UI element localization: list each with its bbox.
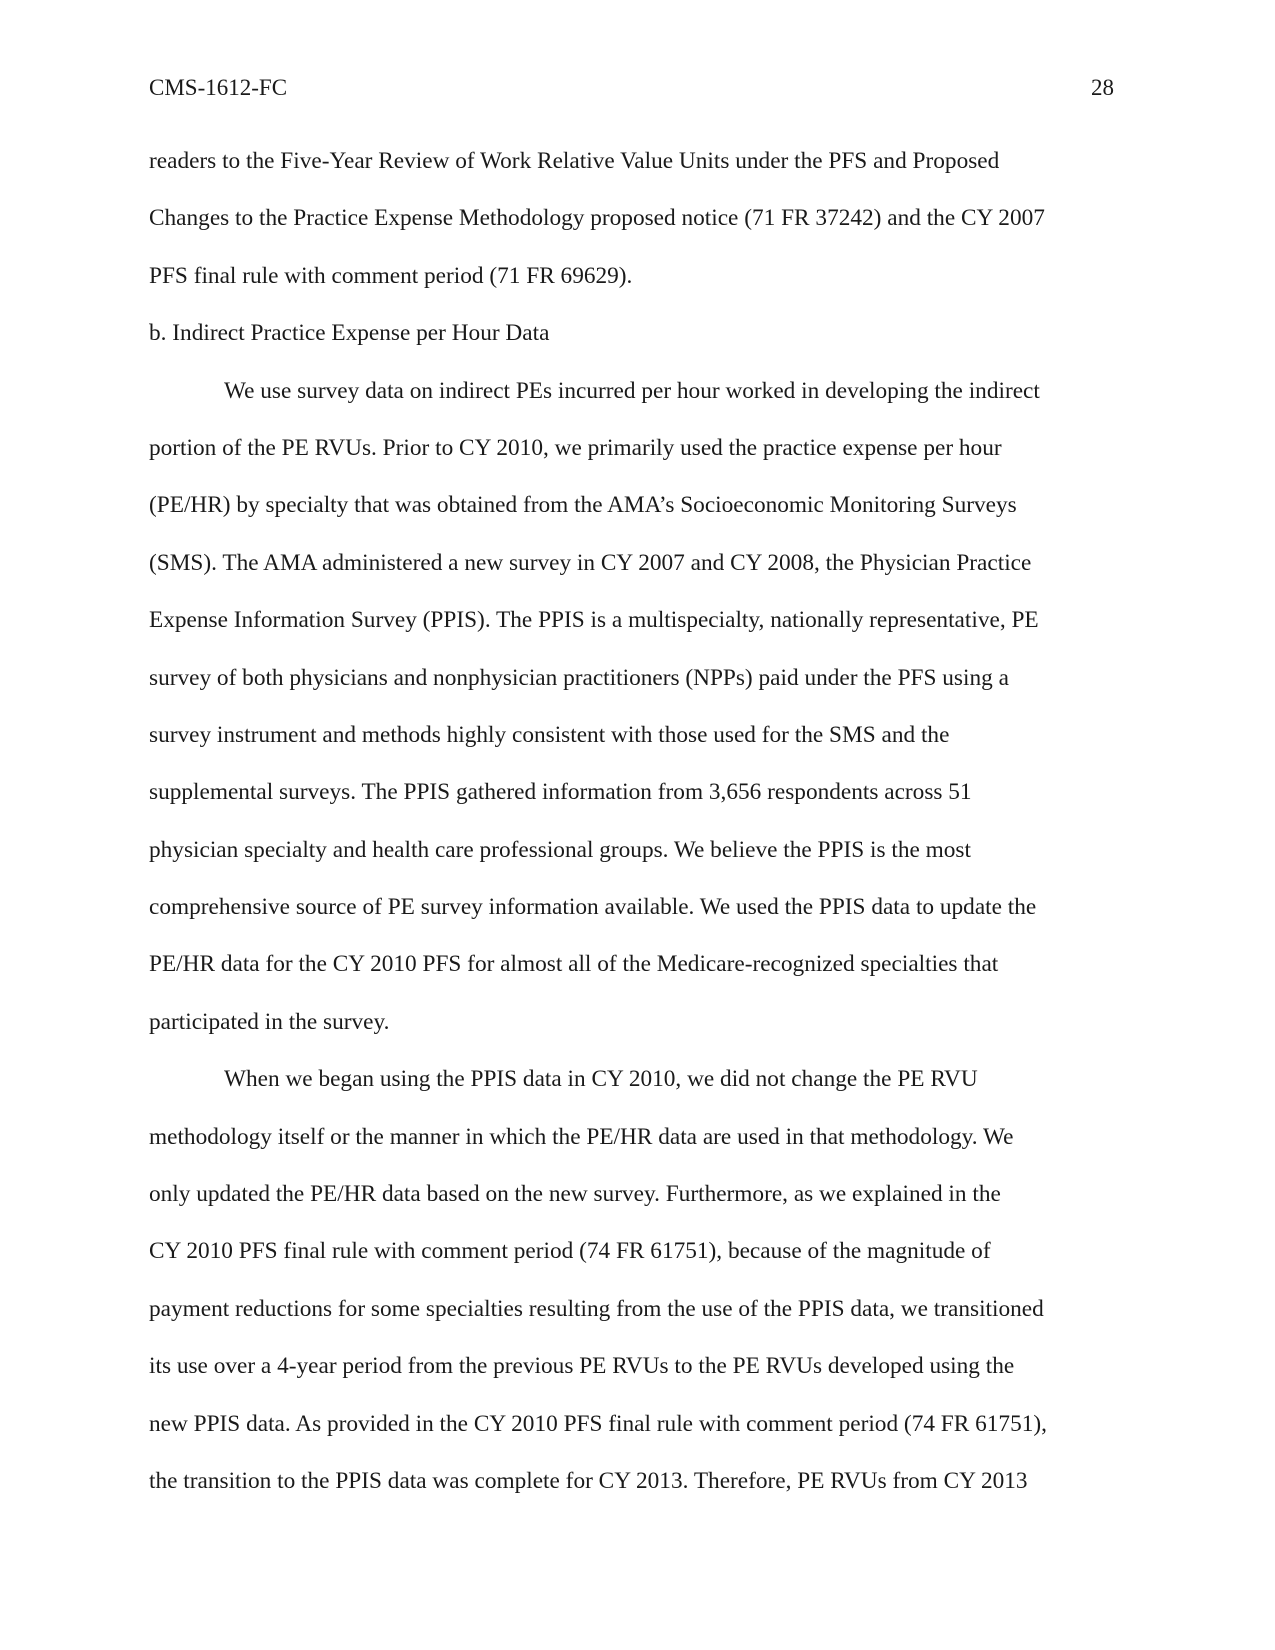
body-line: CY 2010 PFS final rule with comment period (74 FR 61751), because of the magnitude of — [149, 1238, 991, 1265]
section-heading: b. Indirect Practice Expense per Hour Data — [149, 320, 550, 347]
document-id: CMS-1612-FC — [149, 75, 288, 100]
body-line: PE/HR data for the CY 2010 PFS for almost all of the Medicare-recognized specialties that — [149, 951, 999, 978]
body-line: Expense Information Survey (PPIS). The PPIS is a multispecialty, nationally representative, PE — [149, 607, 1039, 634]
body-line: PFS final rule with comment period (71 FR 69629). — [149, 262, 633, 289]
body-line: participated in the survey. — [149, 1008, 390, 1035]
body-line: supplemental surveys. The PPIS gathered information from 3,656 respondents across 51 — [149, 779, 972, 806]
paragraph-start-line: When we began using the PPIS data in CY 2010, we did not change the PE RVU — [224, 1066, 978, 1093]
body-line: (SMS). The AMA administered a new survey in CY 2007 and CY 2008, the Physician Practice — [149, 549, 1032, 576]
paragraph-start-line: We use survey data on indirect PEs incurred per hour worked in developing the indirect — [224, 377, 1040, 404]
body-line: survey instrument and methods highly consistent with those used for the SMS and the — [149, 721, 950, 748]
body-line: new PPIS data. As provided in the CY 2010 PFS final rule with comment period (74 FR 61751), — [149, 1410, 1047, 1437]
body-line: (PE/HR) by specialty that was obtained from the AMA’s Socioeconomic Monitoring Surveys — [149, 492, 1017, 519]
body-line: portion of the PE RVUs. Prior to CY 2010, we primarily used the practice expense per hour — [149, 434, 1002, 461]
page-number: 28 — [1091, 75, 1114, 100]
body-line: physician specialty and health care professional groups. We believe the PPIS is the most — [149, 836, 971, 863]
body-line: the transition to the PPIS data was complete for CY 2013. Therefore, PE RVUs from CY 2013 — [149, 1467, 1028, 1494]
document-body — [149, 145, 1129, 1522]
body-line: payment reductions for some specialties resulting from the use of the PPIS data, we transitioned — [149, 1295, 1044, 1322]
body-line: readers to the Five-Year Review of Work Relative Value Units under the PFS and Proposed — [149, 148, 1000, 174]
body-line: its use over a 4-year period from the previous PE RVUs to the PE RVUs developed using the — [149, 1353, 1015, 1380]
body-line: comprehensive source of PE survey information available. We used the PPIS data to update the — [149, 894, 1037, 921]
body-line: survey of both physicians and nonphysician practitioners (NPPs) paid under the PFS using a — [149, 664, 1009, 691]
body-line: methodology itself or the manner in which the PE/HR data are used in that methodology. We — [149, 1123, 1014, 1150]
body-line: Changes to the Practice Expense Methodology proposed notice (71 FR 37242) and the CY 2007 — [149, 205, 1045, 232]
body-line: only updated the PE/HR data based on the new survey. Furthermore, as we explained in the — [149, 1181, 1001, 1208]
